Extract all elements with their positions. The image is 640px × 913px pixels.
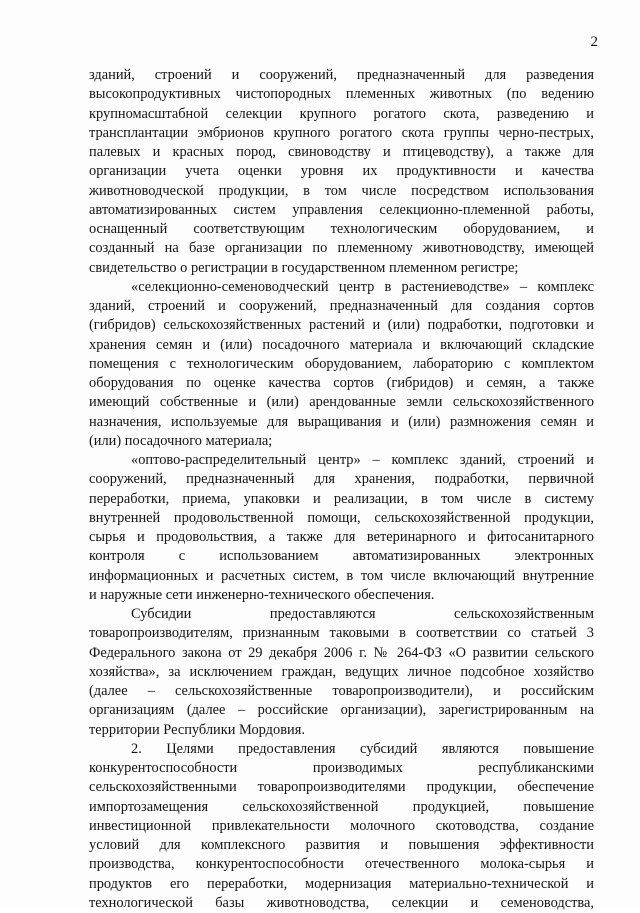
text-line: «селекционно-семеноводческий центр в растениеводстве» – комплекс	[131, 278, 594, 295]
text-line: оборудования по оценке качества сортов (гибридов) и семян, а также	[89, 375, 594, 391]
text-line: имеющий собственные и (или) арендованные земли сельскохозяйственного	[89, 394, 594, 411]
text-line: сельскохозяйственными товаропроизводителями продукции, обеспечение	[89, 779, 594, 796]
text-line: трансплантации эмбрионов крупного рогатого скота группы черно-пестрых,	[89, 124, 594, 141]
text-line: животноводческой продукции, в том числе посредством использования	[89, 182, 594, 199]
text-line: переработки, приема, упаковки и реализации, в том числе в систему	[89, 490, 594, 507]
text-line: внутренней продовольственной помощи, сельскохозяйственной продукции,	[89, 509, 594, 526]
text-line: конкурентоспособности производимых республиканскими	[89, 760, 594, 776]
text-line: территории Республики Мордовия.	[89, 721, 305, 738]
text-line: палевых и красных пород, свиноводству и птицеводству), а также для	[89, 144, 594, 160]
text-line: информационных и расчетных систем, в том числе включающий внутренние	[89, 567, 594, 584]
text-line: (далее – сельскохозяйственные товаропроизводители), и российским	[89, 683, 594, 699]
text-line: Федерального закона от 29 декабря 2006 г. № 264-ФЗ «О развитии сельского	[89, 644, 594, 661]
text-line: свидетельство о регистрации в государственном племенном регистре;	[89, 259, 519, 276]
text-line: «оптово-распределительный центр» – комплекс зданий, строений и	[131, 452, 594, 468]
text-line: автоматизированных систем управления селекционно-племенной работы,	[89, 201, 594, 218]
body-text	[89, 66, 594, 913]
text-line: и наружные сети инженерно-технического обеспечения.	[89, 586, 435, 603]
text-line: оснащенный соответствующим технологическим оборудованием, и	[89, 221, 594, 237]
text-line: товаропроизводителям, признанным таковыми в соответствии со статьей 3	[89, 625, 594, 642]
text-line: хранения семян и (или) посадочного материала и включающий складские	[89, 336, 594, 353]
text-line: технологической базы животноводства, селекции и семеноводства,	[89, 894, 594, 911]
text-line: зданий, строений и сооружений, предназначенный для создания сортов	[89, 298, 594, 314]
text-line: сырья и продовольствия, а также для ветеринарного и фитосанитарного	[89, 529, 594, 545]
text-line: (гибридов) сельскохозяйственных растений и (или) подработки, подготовки и	[89, 317, 594, 334]
text-line: зданий, строений и сооружений, предназначенный для разведения	[89, 67, 594, 83]
text-line: хозяйства», за исключением граждан, ведущих личное подсобное хозяйство	[89, 663, 594, 680]
text-line: импортозамещения сельскохозяйственной продукцией, повышение	[89, 798, 594, 815]
text-line: высокопродуктивных чистопородных племенных животных (по ведению	[89, 86, 594, 103]
text-line: сооружений, предназначенный для хранения, подработки, первичной	[89, 471, 594, 488]
text-line: крупномасштабной селекции крупного рогатого скота, разведению и	[89, 105, 594, 122]
text-line: организации учета оценки уровня их продуктивности и качества	[89, 163, 594, 180]
page-number: 2	[590, 34, 598, 50]
text-line: условий для комплексного развития и повышения эффективности	[89, 837, 594, 853]
text-line: помещения с технологическим оборудованием, лабораторию с комплектом	[89, 355, 594, 372]
text-line: Субсидии предоставляются сельскохозяйственным	[131, 606, 594, 622]
text-line: созданный на базе организации по племенному животноводству, имеющей	[89, 240, 594, 257]
text-line: (или) посадочного материала;	[89, 432, 273, 449]
text-line: 2. Целями предоставления субсидий являются повышение	[131, 740, 594, 757]
text-line: производства, конкурентоспособности отечественного молока-сырья и	[89, 856, 594, 873]
text-line: продуктов его переработки, модернизация материально-технической и	[89, 875, 594, 892]
text-line: назначения, используемые для выращивания и (или) размножения семян и	[89, 413, 594, 430]
text-line: инвестиционной привлекательности молочного скотоводства, создание	[89, 817, 594, 834]
text-line: организациям (далее – российские организации), зарегистрированным на	[89, 702, 594, 719]
text-line: контроля с использованием автоматизированных электронных	[89, 548, 594, 565]
